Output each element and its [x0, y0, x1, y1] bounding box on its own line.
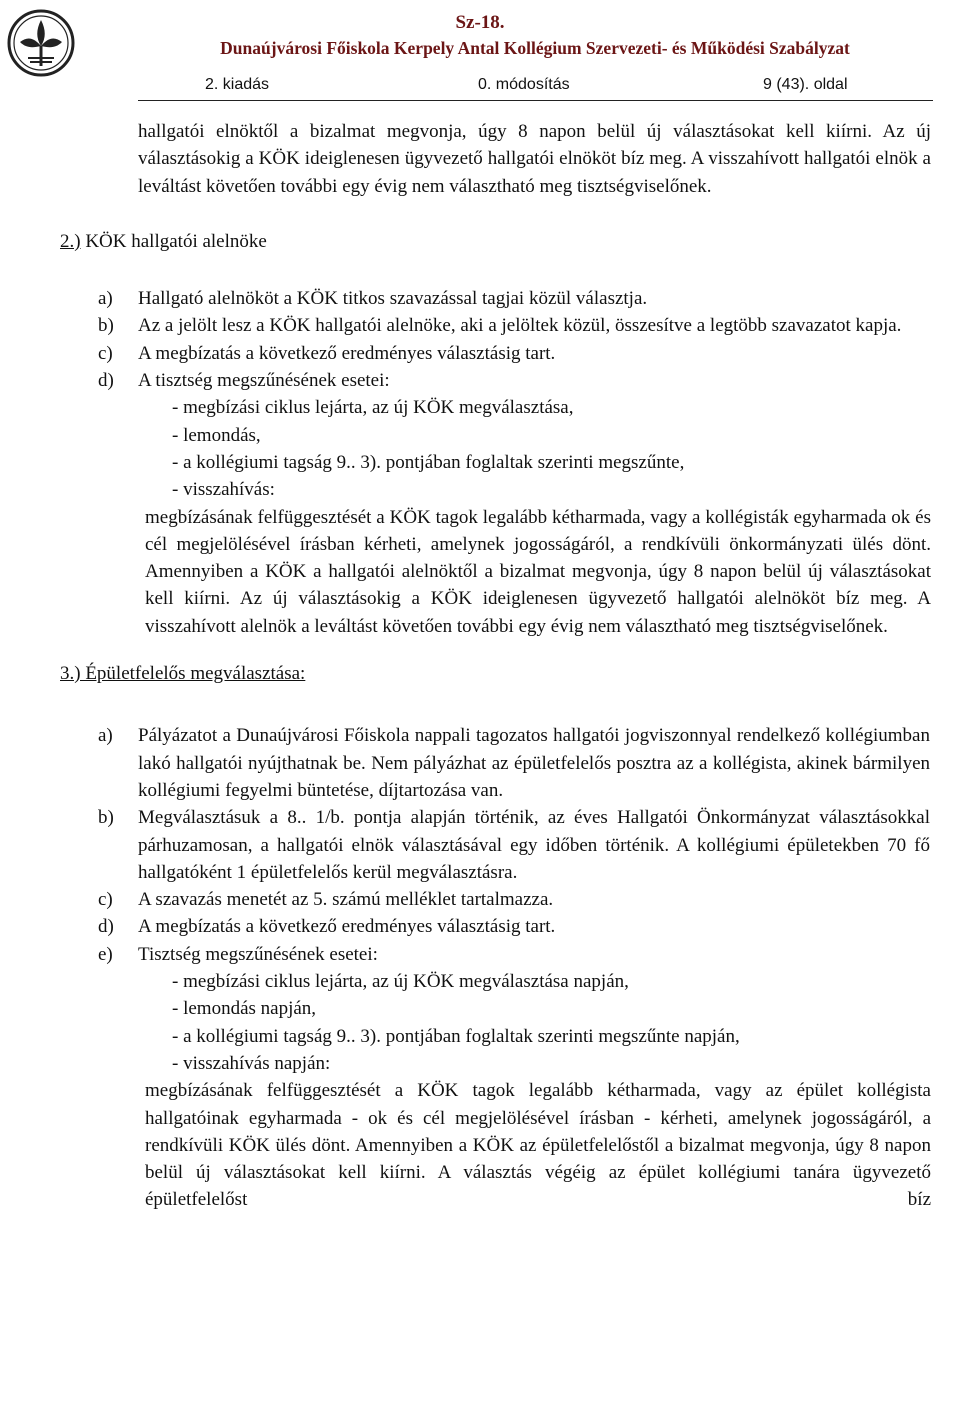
- dash-item: - a kollégiumi tagság 9.. 3). pontjában foglaltak szerinti megszűnte napján,: [172, 1025, 740, 1047]
- list-item: b) Megválasztásuk a 8.. 1/b. pontja alapján történik, az éves Hallgatói Önkormányzat választásokkal párhuzamosan, a hallgatói elnök választásával egy időben történik. A kollégiumi épületekben 70 fő hallgatóként 1 épületfelelős kerül megválasztásra.: [98, 807, 930, 883]
- list-item: d) A megbízatás a következő eredményes választásig tart.: [98, 916, 556, 938]
- document-body: [0, 118, 960, 1214]
- dash-item: - megbízási ciklus lejárta, az új KÖK megválasztása napján,: [172, 971, 629, 993]
- page-header: [0, 0, 960, 100]
- edition-label: 2. kiadás: [205, 76, 270, 93]
- dash-item: - visszahívás napján:: [172, 1052, 331, 1074]
- page-number: 9 (43). oldal: [763, 76, 848, 93]
- list-item: a) Hallgató alelnököt a KÖK titkos szavazással tagjai közül választja.: [98, 288, 648, 310]
- section-3-heading: 3.) Épületfelelős megválasztása:: [60, 663, 306, 685]
- list-item: c) A megbízatás a következő eredményes választásig tart.: [98, 342, 556, 364]
- section-2-number: 2.): [60, 230, 81, 252]
- continued-paragraph: hallgatói elnöktől a bizalmat megvonja, úgy 8 napon belül új választásokat kell kiírni. Az új választásokig a KÖK ideiglenesen ügyvezető hallgatói elnököt bíz meg. A visszahívott hallgatói elnök a leváltást követően további egy évig nem választható meg tisztségviselőnek.: [138, 121, 931, 197]
- dash-item: - megbízási ciklus lejárta, az új KÖK megválasztása,: [172, 397, 574, 419]
- dash-item: - lemondás,: [172, 424, 261, 446]
- list-item: c) A szavazás menetét az 5. számú melléklet tartalmazza.: [98, 889, 554, 911]
- document-title: Dunaújvárosi Főiskola Kerpely Antal Kollégium Szervezeti- és Működési Szabályzat: [220, 38, 850, 58]
- section-2-title: KÖK hallgatói alelnöke: [85, 230, 267, 252]
- dash-item: - visszahívás:: [172, 479, 275, 501]
- recall-paragraph: megbízásának felfüggesztését a KÖK tagok legalább kétharmada, vagy a kollégisták egyharmada ok és cél megjelölésével írásban kérheti, amelynek jogosságáról, a rendkívüli önkormányzati ülés dönt. Amennyiben a KÖK a hallgatói alelnöktől a bizalmat megvonja, úgy 8 napon belül új választásokat kell kiírni. Az új választásokig a KÖK ideiglenesen ügyvezető hallgatói alelnököt bíz meg. A visszahívott alelnök a leváltást követően további egy évig nem választható meg tisztségviselőnek.: [145, 506, 931, 637]
- recall-paragraph: megbízásának felfüggesztését a KÖK tagok legalább kétharmada, vagy az épület kollégista hallgatóinak egyharmada - ok és cél megjelölésével írásban - kérheti, amelynek jogosságáról, a rendkívüli KÖK ülés dönt. Amennyiben a KÖK az épületfelelőstől a bizalmat megvonja, úgy 8 napon belül új választásokat kell kiírni. A választás végéig az épület kollégiumi tanára ügyvezető épületfelelőst bíz: [145, 1080, 931, 1211]
- list-item: e) Tisztség megszűnésének esetei:: [98, 943, 378, 965]
- list-item: b) Az a jelölt lesz a KÖK hallgatói alelnöke, aki a jelöltek közül, összesítve a legtöbb szavazatot kapja.: [98, 315, 902, 337]
- list-item: d) A tisztség megszűnésének esetei:: [98, 370, 390, 392]
- dash-item: - a kollégiumi tagság 9.. 3). pontjában foglaltak szerinti megszűnte,: [172, 451, 685, 473]
- header-divider: [138, 100, 933, 101]
- section-2-heading: [60, 228, 960, 255]
- document-code: Sz-18.: [455, 12, 505, 33]
- modification-label: 0. módosítás: [478, 76, 570, 93]
- dash-item: - lemondás napján,: [172, 998, 317, 1020]
- list-item: a) Pályázatot a Dunaújvárosi Főiskola nappali tagozatos hallgatói jogviszonnyal rendelkező kollégiumban lakó hallgatói nyújthatnak be. Nem pályázhat az épületfelelős posztra az a kollégista, akinek bármilyen kollégiumi fegyelmi büntetése, díjtartozása van.: [98, 725, 930, 801]
